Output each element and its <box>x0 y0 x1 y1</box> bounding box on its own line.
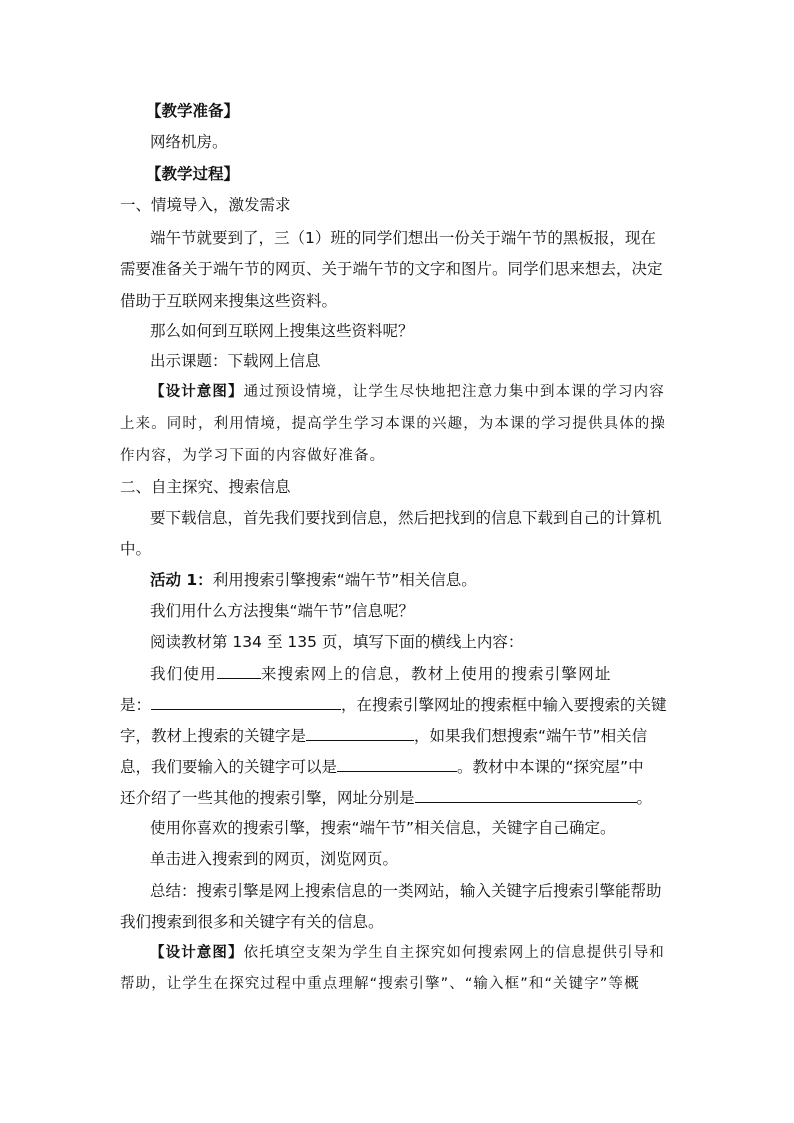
activity-text: 利用搜索引擎搜索“端午节”相关信息。 <box>212 571 477 589</box>
design-intent-label: 【设计意图】 <box>150 945 244 961</box>
topic-line: 出示课题：下载网上信息 <box>150 352 321 370</box>
design-intent-text: 依托填空支架为学生自主探究如何搜索网上的信息提供引导和 <box>243 945 665 961</box>
blank-our-keyword[interactable] <box>337 754 457 772</box>
blank-other-engines[interactable] <box>415 785 637 803</box>
reading-instruction: 阅读教材第 134 至 135 页，填写下面的横线上内容： <box>150 633 524 651</box>
fill-text: 还介绍了一些其他的搜索引擎，网址分别是 <box>120 789 415 807</box>
design-intent-label: 【设计意图】 <box>150 384 244 400</box>
click-instruction: 单击进入搜索到的网页，浏览网页。 <box>150 850 399 868</box>
blank-search-tool[interactable] <box>217 661 261 679</box>
teaching-prep-content: 网络机房。 <box>150 133 228 151</box>
design-intent-line <box>150 942 678 966</box>
section-1-title: 一、情境导入，激发需求 <box>120 196 291 214</box>
paragraph-line: 中。 <box>120 540 152 558</box>
fill-in-line <box>120 754 680 778</box>
method-question: 我们用什么方法搜集“端午节”信息呢？ <box>150 602 415 620</box>
fill-text: 来搜索网上的信息，教材上使用的搜索引擎网址 <box>260 665 612 683</box>
use-instruction: 使用你喜欢的搜索引擎，搜索“端午节”相关信息，关键字自己确定。 <box>150 819 616 837</box>
paragraph-line: 需要准备关于端午节的网页、关于端午节的文字和图片。同学们思来想去，决定 <box>120 260 663 278</box>
paragraph-line: 借助于互联网来搜集这些资料。 <box>120 292 338 310</box>
teaching-prep-heading: 【教学准备】 <box>146 102 240 120</box>
fill-in-line <box>120 785 680 809</box>
fill-text: 。 <box>636 789 653 807</box>
activity-line <box>150 569 678 593</box>
activity-label: 活动 1： <box>150 571 213 589</box>
fill-text: 。教材中本课的“探究屋”中 <box>457 758 644 776</box>
question-line: 那么如何到互联网上搜集这些资料呢？ <box>150 322 414 340</box>
design-intent-line: 作内容，为学习下面的内容做好准备。 <box>120 448 386 464</box>
summary-line: 我们搜索到很多和关键字有关的信息。 <box>120 913 384 931</box>
fill-in-line <box>150 661 678 685</box>
design-intent-line: 帮助，让学生在探究过程中重点理解“搜索引擎”、“输入框”和“关键字”等概 <box>120 976 640 992</box>
fill-text: 息，我们要输入的关键字可以是 <box>120 758 338 776</box>
summary-line: 总结：搜索引擎是网上搜索信息的一类网站，输入关键字后搜索引擎能帮助 <box>150 882 662 900</box>
fill-in-line <box>120 723 680 747</box>
design-intent-line <box>150 381 678 405</box>
fill-text: 我们使用 <box>150 665 217 683</box>
paragraph-line: 端午节就要到了，三（1）班的同学们想出一份关于端午节的黑板报，现在 <box>150 229 656 247</box>
fill-text: ，在搜索引擎网址的搜索框中输入要搜索的关键 <box>341 696 667 714</box>
teaching-process-heading: 【教学过程】 <box>146 165 240 183</box>
design-intent-line: 上来。同时，利用情境，提高学生学习本课的兴趣，为本课的学习提供具体的操 <box>120 416 666 432</box>
fill-text: ，如果我们想搜索“端午节”相关信 <box>414 727 648 745</box>
fill-text: 字，教材上搜索的关键字是 <box>120 727 307 745</box>
fill-in-line <box>120 692 680 716</box>
blank-textbook-keyword[interactable] <box>306 723 414 741</box>
fill-text: 是： <box>120 696 152 714</box>
section-2-title: 二、自主探究、搜索信息 <box>120 478 291 496</box>
design-intent-text: 通过预设情境，让学生尽快地把注意力集中到本课的学习内容 <box>243 384 665 400</box>
blank-engine-url[interactable] <box>151 692 341 710</box>
paragraph-line: 要下载信息，首先我们要找到信息，然后把找到的信息下载到自己的计算机 <box>150 509 662 527</box>
